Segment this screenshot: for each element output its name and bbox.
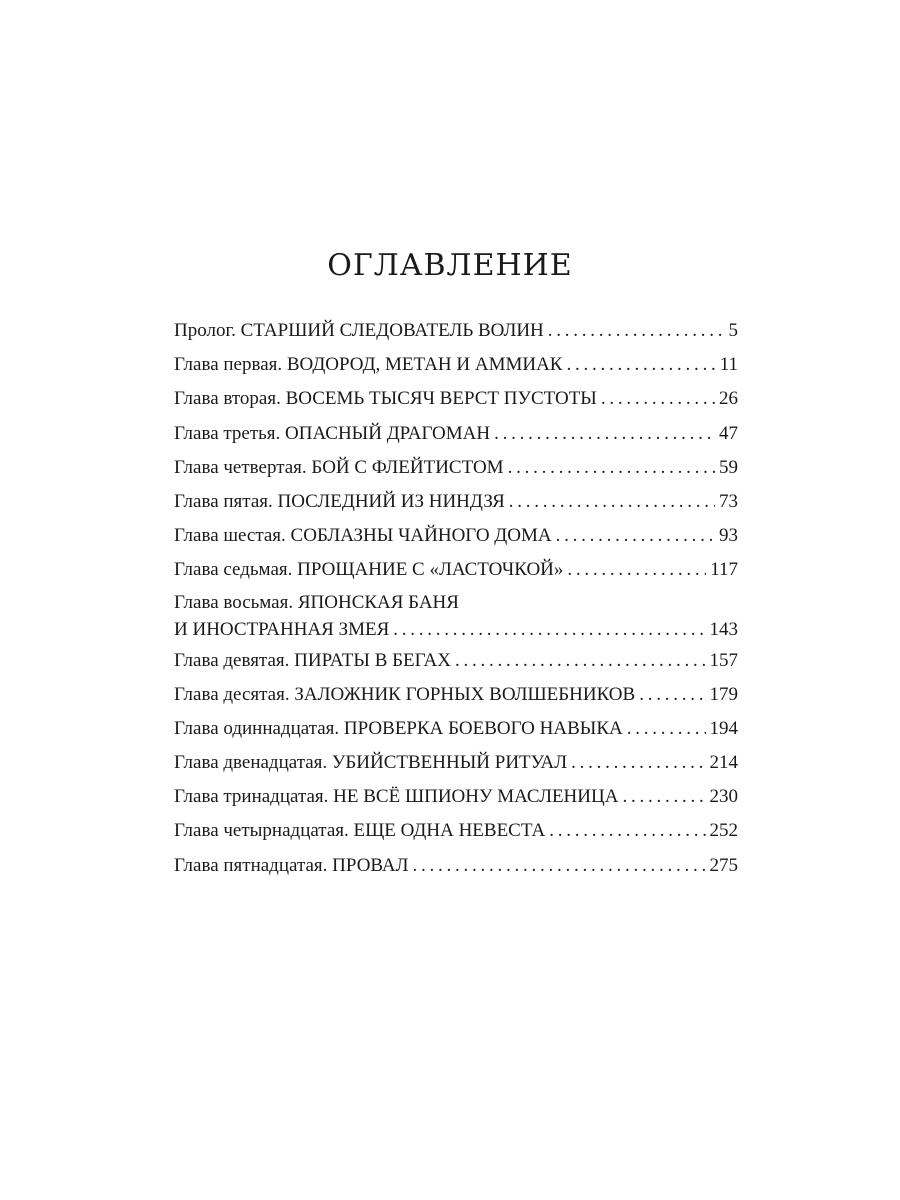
dot-leader <box>413 851 706 881</box>
toc-entry-chapter-5[interactable] <box>174 487 738 521</box>
toc-entry-title: Глава четвертая. БОЙ С ФЛЕЙТИСТОМ <box>174 456 504 478</box>
dot-leader <box>393 616 705 644</box>
dot-leader <box>549 816 705 846</box>
toc-entry-title: Глава четырнадцатая. ЕЩЕ ОДНА НЕВЕСТА <box>174 820 546 842</box>
toc-entry-page: 143 <box>709 618 738 640</box>
toc-entry-page: 11 <box>719 354 738 376</box>
toc-entry-title: Пролог. СТАРШИЙ СЛЕДОВАТЕЛЬ ВОЛИН <box>174 320 544 341</box>
toc-entry-page: 26 <box>719 388 738 410</box>
toc-entry-chapter-14[interactable] <box>174 816 738 850</box>
toc-entry-chapter-9[interactable] <box>174 646 738 680</box>
toc-entry-title-line2: И ИНОСТРАННАЯ ЗМЕЯ <box>174 618 390 640</box>
toc-entry-title: Глава десятая. ЗАЛОЖНИК ГОРНЫХ ВОЛШЕБНИКОВ <box>174 683 636 705</box>
toc-entry-prologue[interactable] <box>174 316 738 350</box>
toc-entry-title: Глава третья. ОПАСНЫЙ ДРАГОМАН <box>174 422 491 444</box>
toc-entry-title: Глава двенадцатая. УБИЙСТВЕННЫЙ РИТУАЛ <box>174 752 568 774</box>
dot-leader <box>622 782 705 812</box>
toc-entry-title: Глава шестая. СОБЛАЗНЫ ЧАЙНОГО ДОМА <box>174 525 552 547</box>
toc-entry-page: 5 <box>728 320 738 341</box>
toc-entry-chapter-1[interactable] <box>174 350 738 384</box>
toc-entry-chapter-12[interactable] <box>174 748 738 782</box>
dot-leader <box>509 487 715 517</box>
toc-entry-title: Глава седьмая. ПРОЩАНИЕ С «ЛАСТОЧКОЙ» <box>174 559 564 581</box>
toc-entry-chapter-4[interactable] <box>174 453 738 487</box>
toc-entry-title: Глава первая. ВОДОРОД, МЕТАН И АММИАК <box>174 354 563 376</box>
toc-entry-page: 179 <box>709 683 738 705</box>
toc-entry-page: 47 <box>719 422 738 444</box>
toc-entry-title: Глава тринадцатая. НЕ ВСЁ ШПИОНУ МАСЛЕНИЦА <box>174 786 619 808</box>
toc-entry-title: Глава одиннадцатая. ПРОВЕРКА БОЕВОГО НАВЫКА <box>174 717 623 739</box>
toc-entry-chapter-3[interactable] <box>174 419 738 453</box>
dot-leader <box>566 350 715 380</box>
dot-leader <box>494 419 715 449</box>
dot-leader <box>556 521 715 551</box>
toc-entry-title-line1: Глава восьмая. ЯПОНСКАЯ БАНЯ <box>174 591 459 613</box>
dot-leader <box>571 748 705 778</box>
toc-entry-chapter-6[interactable] <box>174 521 738 555</box>
toc-entry-chapter-8[interactable] <box>174 590 738 646</box>
dot-leader <box>601 384 715 414</box>
toc-entry-title: Глава пятая. ПОСЛЕДНИЙ ИЗ НИНДЗЯ <box>174 490 505 512</box>
toc-entry-chapter-2[interactable] <box>174 384 738 418</box>
toc-entry-page: 214 <box>709 752 738 774</box>
toc-entry-chapter-11[interactable] <box>174 714 738 748</box>
dot-leader <box>548 316 725 346</box>
toc-entry-chapter-13[interactable] <box>174 782 738 816</box>
dot-leader <box>627 714 706 744</box>
toc-title: ОГЛАВЛЕНИЕ <box>327 248 573 283</box>
toc-entry-page: 73 <box>719 490 738 512</box>
toc-entry-chapter-10[interactable] <box>174 680 738 714</box>
toc-entry-page: 194 <box>709 717 738 739</box>
toc-entry-page: 93 <box>719 525 738 547</box>
toc-entry-chapter-15[interactable] <box>174 851 738 885</box>
toc-entry-page: 157 <box>709 649 738 671</box>
toc-entry-title: Глава вторая. ВОСЕМЬ ТЫСЯЧ ВЕРСТ ПУСТОТЫ <box>174 388 597 410</box>
dot-leader <box>508 453 715 483</box>
dot-leader <box>639 680 705 710</box>
table-of-contents <box>174 316 738 885</box>
toc-entry-page: 252 <box>709 820 738 842</box>
dot-leader <box>567 555 706 585</box>
toc-entry-page: 117 <box>710 559 738 581</box>
toc-entry-chapter-7[interactable] <box>174 555 738 589</box>
dot-leader <box>455 646 706 676</box>
toc-entry-page: 59 <box>719 456 738 478</box>
toc-entry-page: 230 <box>709 786 738 808</box>
toc-entry-page: 275 <box>709 854 738 876</box>
toc-entry-title: Глава девятая. ПИРАТЫ В БЕГАХ <box>174 649 451 671</box>
toc-entry-title: Глава пятнадцатая. ПРОВАЛ <box>174 854 409 876</box>
